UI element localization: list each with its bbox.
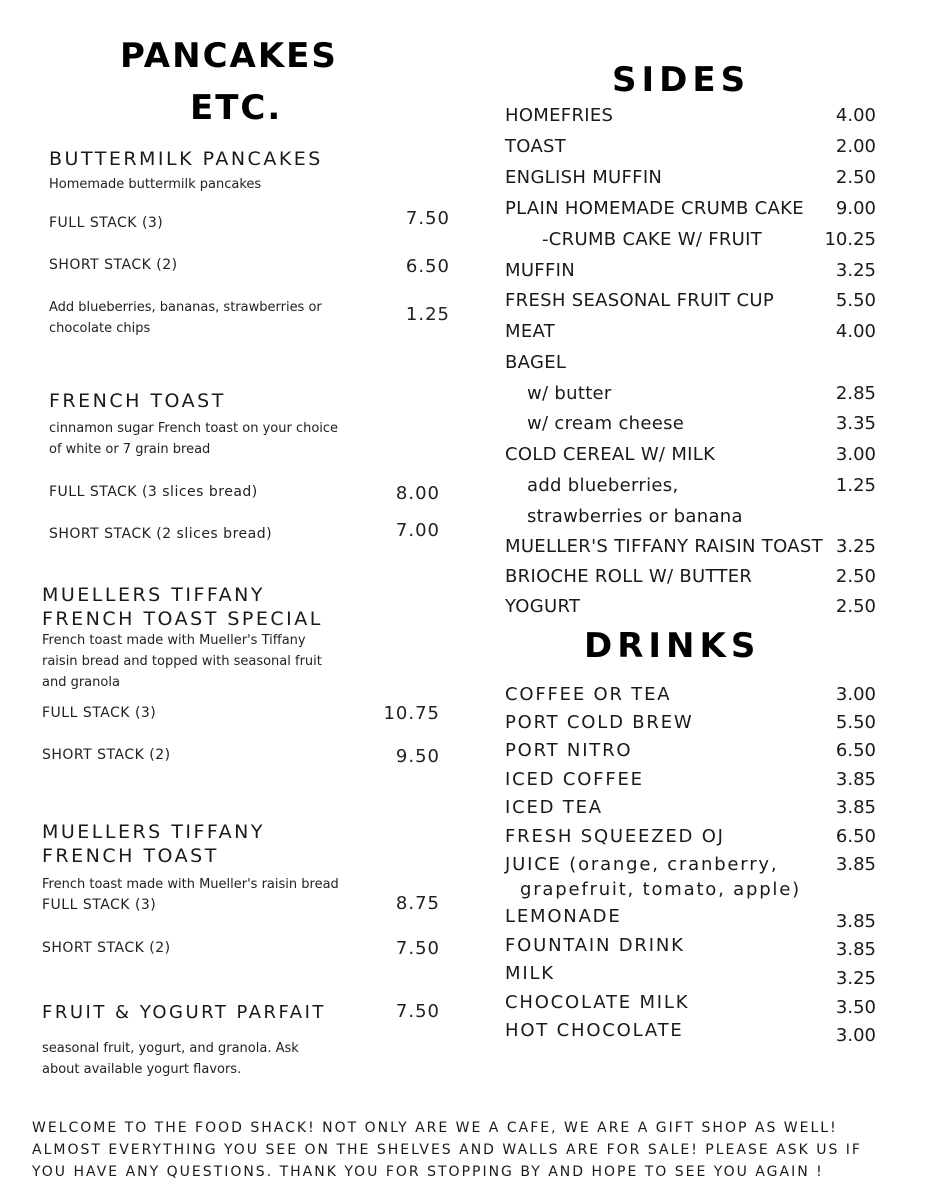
drink-item-price: 3.00 bbox=[835, 1025, 876, 1046]
side-item-price: 3.00 bbox=[835, 444, 876, 465]
drink-item-label: HOT CHOCOLATE bbox=[505, 1020, 684, 1041]
drink-item-price: 3.85 bbox=[835, 939, 876, 960]
drinks-heading: DRINKS bbox=[584, 626, 761, 666]
side-item-label: YOGURT bbox=[505, 596, 581, 617]
footer-line-3: YOU HAVE ANY QUESTIONS. THANK YOU FOR STOPPING BY AND HOPE TO SEE YOU AGAIN ! bbox=[32, 1164, 824, 1180]
side-item-label: strawberries or banana bbox=[527, 506, 743, 527]
buttermilk-desc: Homemade buttermilk pancakes bbox=[49, 177, 262, 192]
side-item-label: BAGEL bbox=[505, 352, 567, 373]
tiffany-full-price: 8.75 bbox=[395, 893, 440, 914]
drink-item-price: 6.50 bbox=[835, 826, 876, 847]
buttermilk-full-label: FULL STACK (3) bbox=[49, 215, 164, 231]
side-item-price: 4.00 bbox=[835, 105, 876, 126]
drink-item-label: ICED TEA bbox=[505, 797, 603, 818]
sides-heading: SIDES bbox=[612, 60, 751, 100]
drink-item-price: 5.50 bbox=[835, 712, 876, 733]
footer-line-2: ALMOST EVERYTHING YOU SEE ON THE SHELVES AND WALLS ARE FOR SALE! PLEASE ASK US IF bbox=[32, 1142, 862, 1158]
side-item-label: add blueberries, bbox=[527, 475, 679, 496]
side-item-price: 1.25 bbox=[835, 475, 876, 496]
drink-item-label: grapefruit, tomato, apple) bbox=[520, 879, 801, 900]
side-item-price: 2.85 bbox=[835, 383, 876, 404]
buttermilk-short-price: 6.50 bbox=[405, 256, 450, 277]
tiffany-short-label: SHORT STACK (2) bbox=[42, 940, 171, 956]
side-item-price: 2.50 bbox=[835, 167, 876, 188]
drink-item-price: 3.00 bbox=[835, 684, 876, 705]
drink-item-price: 3.85 bbox=[835, 769, 876, 790]
side-item-label: w/ butter bbox=[527, 383, 612, 404]
french-toast-full-label: FULL STACK (3 slices bread) bbox=[49, 484, 258, 500]
tiffany-special-full-label: FULL STACK (3) bbox=[42, 705, 157, 721]
french-toast-desc: cinnamon sugar French toast on your choice of white or 7 grain bread bbox=[49, 421, 339, 457]
side-item-label: FRESH SEASONAL FRUIT CUP bbox=[505, 290, 775, 311]
tiffany-special-short-price: 9.50 bbox=[395, 746, 440, 767]
side-item-label: TOAST bbox=[505, 136, 567, 157]
french-toast-short-price: 7.00 bbox=[395, 520, 440, 541]
tiffany-special-title-1: MUELLERS TIFFANY bbox=[42, 584, 265, 606]
side-item-price: 3.25 bbox=[835, 260, 876, 281]
tiffany-short-price: 7.50 bbox=[395, 938, 440, 959]
drink-item-price: 6.50 bbox=[835, 740, 876, 761]
side-item-price: 4.00 bbox=[835, 321, 876, 342]
drink-item-label: LEMONADE bbox=[505, 906, 622, 927]
tiffany-desc: French toast made with Mueller's raisin bread bbox=[42, 877, 339, 892]
french-toast-full-price: 8.00 bbox=[395, 483, 440, 504]
drink-item-label: MILK bbox=[505, 963, 555, 984]
buttermilk-full-price: 7.50 bbox=[405, 208, 450, 229]
tiffany-full-label: FULL STACK (3) bbox=[42, 897, 157, 913]
drink-item-label: ICED COFFEE bbox=[505, 769, 644, 790]
parfait-price: 7.50 bbox=[395, 1001, 440, 1022]
parfait-desc: seasonal fruit, yogurt, and granola. Ask about available yogurt flavors. bbox=[42, 1041, 299, 1077]
side-item-price: 2.50 bbox=[835, 566, 876, 587]
side-item-label: COLD CEREAL W/ MILK bbox=[505, 444, 716, 465]
tiffany-special-desc: French toast made with Mueller's Tiffany raisin bread and topped with seasonal fruit and granola bbox=[42, 633, 322, 690]
pancakes-heading-etc: ETC. bbox=[190, 88, 283, 128]
side-item-label: PLAIN HOMEMADE CRUMB CAKE bbox=[505, 198, 804, 219]
parfait-title: FRUIT & YOGURT PARFAIT bbox=[42, 1002, 326, 1023]
drink-item-label: CHOCOLATE MILK bbox=[505, 992, 690, 1013]
tiffany-special-title-2: FRENCH TOAST SPECIAL bbox=[42, 608, 323, 630]
tiffany-title-2: FRENCH TOAST bbox=[42, 845, 219, 867]
side-item-label: -CRUMB CAKE W/ FRUIT bbox=[542, 229, 763, 250]
drink-item-label: COFFEE OR TEA bbox=[505, 684, 672, 705]
side-item-price: 2.50 bbox=[835, 596, 876, 617]
drink-item-label: PORT NITRO bbox=[505, 740, 633, 761]
side-item-label: MEAT bbox=[505, 321, 556, 342]
french-toast-short-label: SHORT STACK (2 slices bread) bbox=[49, 526, 273, 542]
buttermilk-addon-price: 1.25 bbox=[405, 304, 450, 325]
drink-item-price: 3.50 bbox=[835, 997, 876, 1018]
tiffany-title-1: MUELLERS TIFFANY bbox=[42, 821, 265, 843]
side-item-price: 2.00 bbox=[835, 136, 876, 157]
drink-item-price: 3.85 bbox=[835, 797, 876, 818]
buttermilk-title: BUTTERMILK PANCAKES bbox=[49, 148, 323, 170]
drink-item-price: 3.85 bbox=[835, 911, 876, 932]
side-item-price: 3.35 bbox=[835, 413, 876, 434]
drink-item-label: PORT COLD BREW bbox=[505, 712, 694, 733]
side-item-label: w/ cream cheese bbox=[527, 413, 685, 434]
side-item-price: 3.25 bbox=[835, 536, 876, 557]
side-item-label: MUELLER'S TIFFANY RAISIN TOAST bbox=[505, 536, 823, 557]
side-item-label: MUFFIN bbox=[505, 260, 575, 281]
tiffany-special-full-price: 10.75 bbox=[383, 703, 440, 724]
french-toast-title: FRENCH TOAST bbox=[49, 390, 226, 412]
drink-item-price: 3.85 bbox=[835, 854, 876, 875]
drink-item-label: JUICE (orange, cranberry, bbox=[505, 854, 779, 875]
side-item-label: ENGLISH MUFFIN bbox=[505, 167, 663, 188]
footer-line-1: WELCOME TO THE FOOD SHACK! NOT ONLY ARE WE A CAFE, WE ARE A GIFT SHOP AS WELL! bbox=[32, 1120, 838, 1136]
pancakes-heading: PANCAKES bbox=[120, 36, 338, 76]
side-item-label: HOMEFRIES bbox=[505, 105, 614, 126]
side-item-label: BRIOCHE ROLL W/ BUTTER bbox=[505, 566, 753, 587]
tiffany-special-short-label: SHORT STACK (2) bbox=[42, 747, 171, 763]
drink-item-label: FOUNTAIN DRINK bbox=[505, 935, 685, 956]
buttermilk-addon-label: Add blueberries, bananas, strawberries or chocolate chips bbox=[49, 300, 322, 336]
drink-item-label: FRESH SQUEEZED OJ bbox=[505, 826, 725, 847]
buttermilk-short-label: SHORT STACK (2) bbox=[49, 257, 178, 273]
drink-item-price: 3.25 bbox=[835, 968, 876, 989]
side-item-price: 5.50 bbox=[835, 290, 876, 311]
side-item-price: 10.25 bbox=[824, 229, 876, 250]
side-item-price: 9.00 bbox=[835, 198, 876, 219]
